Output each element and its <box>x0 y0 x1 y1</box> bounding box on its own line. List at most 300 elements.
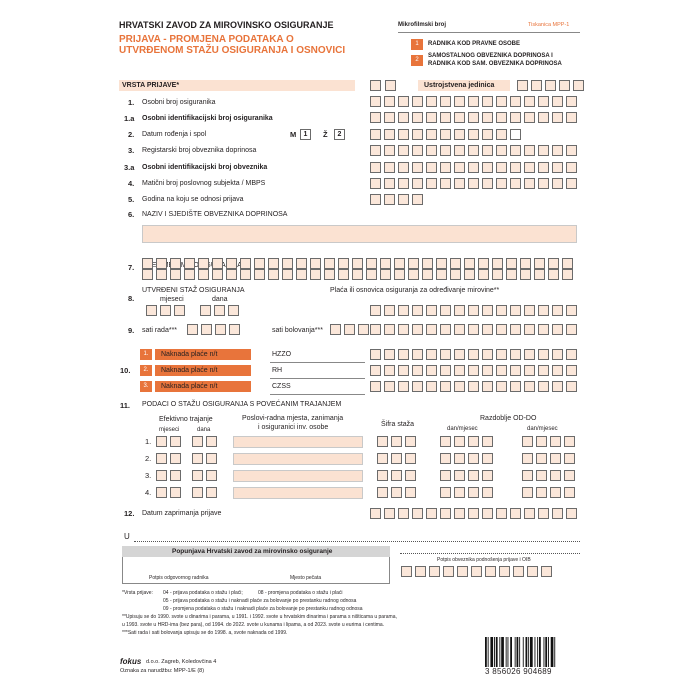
sifra-cell[interactable] <box>405 487 416 498</box>
rh-cell[interactable] <box>524 365 535 376</box>
hzzo-cell[interactable] <box>398 349 409 360</box>
row-1-cell[interactable] <box>496 96 507 107</box>
row-7-cell-a[interactable] <box>380 258 391 269</box>
row-7-cell-b[interactable] <box>506 269 517 280</box>
do-cell[interactable] <box>536 453 547 464</box>
row-12-cell[interactable] <box>468 508 479 519</box>
row-3a-cell[interactable] <box>496 162 507 173</box>
rh-cell[interactable] <box>566 365 577 376</box>
row-7-cell-b[interactable] <box>422 269 433 280</box>
czss-cell[interactable] <box>454 381 465 392</box>
row-7-cell-b[interactable] <box>310 269 321 280</box>
czss-cell[interactable] <box>510 381 521 392</box>
row-9-cell[interactable] <box>426 324 437 335</box>
row-1a-cell[interactable] <box>426 112 437 123</box>
hzzo-cell[interactable] <box>412 349 423 360</box>
row-7-cell-b[interactable] <box>170 269 181 280</box>
do-cell[interactable] <box>564 453 575 464</box>
staz-dana-cell[interactable] <box>200 305 211 316</box>
placa-cell[interactable] <box>454 305 465 316</box>
row-9-cell[interactable] <box>566 324 577 335</box>
placa-cell[interactable] <box>496 305 507 316</box>
row-12-cell[interactable] <box>440 508 451 519</box>
poslovi-field[interactable] <box>233 470 363 482</box>
oib-cell[interactable] <box>499 566 510 577</box>
ustrojstvena-cell[interactable] <box>531 80 542 91</box>
sifra-cell[interactable] <box>377 436 388 447</box>
row-1a-cell[interactable] <box>454 112 465 123</box>
eff-dana-cell[interactable] <box>206 453 217 464</box>
row-3a-cell[interactable] <box>524 162 535 173</box>
row-1-cell[interactable] <box>412 96 423 107</box>
row-2-extra-cell[interactable] <box>510 129 521 140</box>
od-cell[interactable] <box>454 487 465 498</box>
sati-rada-cell[interactable] <box>187 324 198 335</box>
row-4-cell[interactable] <box>412 178 423 189</box>
ustrojstvena-cell[interactable] <box>573 80 584 91</box>
staz-dana-cell[interactable] <box>214 305 225 316</box>
sifra-cell[interactable] <box>391 470 402 481</box>
row-12-cell[interactable] <box>398 508 409 519</box>
row-7-cell-a[interactable] <box>156 258 167 269</box>
row-7-cell-a[interactable] <box>142 258 153 269</box>
row-3-cell[interactable] <box>510 145 521 156</box>
placa-cell[interactable] <box>440 305 451 316</box>
eff-dana-cell[interactable] <box>192 436 203 447</box>
do-cell[interactable] <box>522 436 533 447</box>
row-2-date-cell[interactable] <box>412 129 423 140</box>
row-4-cell[interactable] <box>552 178 563 189</box>
do-cell[interactable] <box>550 487 561 498</box>
do-cell[interactable] <box>564 436 575 447</box>
row-7-cell-b[interactable] <box>408 269 419 280</box>
od-cell[interactable] <box>440 487 451 498</box>
sifra-cell[interactable] <box>377 487 388 498</box>
oib-cell[interactable] <box>457 566 468 577</box>
rh-cell[interactable] <box>510 365 521 376</box>
row-7-cell-b[interactable] <box>548 269 559 280</box>
od-cell[interactable] <box>440 453 451 464</box>
row-7-cell-b[interactable] <box>226 269 237 280</box>
row-3-cell[interactable] <box>482 145 493 156</box>
row-1a-cell[interactable] <box>496 112 507 123</box>
row-7-cell-a[interactable] <box>282 258 293 269</box>
hzzo-cell[interactable] <box>510 349 521 360</box>
staz-dana-cell[interactable] <box>228 305 239 316</box>
row-7-cell-a[interactable] <box>436 258 447 269</box>
sati-rada-cell[interactable] <box>201 324 212 335</box>
row-7-cell-a[interactable] <box>212 258 223 269</box>
oib-cell[interactable] <box>541 566 552 577</box>
row-7-cell-a[interactable] <box>184 258 195 269</box>
placa-cell[interactable] <box>538 305 549 316</box>
row-7-cell-a[interactable] <box>464 258 475 269</box>
row-5-cell[interactable] <box>412 194 423 205</box>
row-1-cell[interactable] <box>426 96 437 107</box>
od-cell[interactable] <box>454 470 465 481</box>
hzzo-cell[interactable] <box>482 349 493 360</box>
sati-bol-cell[interactable] <box>330 324 341 335</box>
row-7-cell-a[interactable] <box>352 258 363 269</box>
oib-cell[interactable] <box>429 566 440 577</box>
row-3-cell[interactable] <box>566 145 577 156</box>
row-7-cell-a[interactable] <box>310 258 321 269</box>
oib-cell[interactable] <box>513 566 524 577</box>
row-7-cell-a[interactable] <box>534 258 545 269</box>
row-4-cell[interactable] <box>524 178 535 189</box>
row-3a-cell[interactable] <box>412 162 423 173</box>
hzzo-cell[interactable] <box>440 349 451 360</box>
sifra-cell[interactable] <box>391 436 402 447</box>
row-7-cell-b[interactable] <box>492 269 503 280</box>
row-7-cell-a[interactable] <box>478 258 489 269</box>
od-cell[interactable] <box>482 487 493 498</box>
row-7-cell-b[interactable] <box>436 269 447 280</box>
staz-mjeseci-cell[interactable] <box>174 305 185 316</box>
oib-cell[interactable] <box>485 566 496 577</box>
hzzo-cell[interactable] <box>454 349 465 360</box>
od-cell[interactable] <box>468 453 479 464</box>
eff-mj-cell[interactable] <box>170 436 181 447</box>
sifra-cell[interactable] <box>391 487 402 498</box>
row-1-cell[interactable] <box>384 96 395 107</box>
row-1a-cell[interactable] <box>440 112 451 123</box>
do-cell[interactable] <box>536 470 547 481</box>
czss-cell[interactable] <box>538 381 549 392</box>
czss-cell[interactable] <box>384 381 395 392</box>
hzzo-cell[interactable] <box>496 349 507 360</box>
row-4-cell[interactable] <box>370 178 381 189</box>
rh-cell[interactable] <box>398 365 409 376</box>
poslovi-field[interactable] <box>233 487 363 499</box>
staz-mjeseci-cell[interactable] <box>146 305 157 316</box>
hzzo-cell[interactable] <box>468 349 479 360</box>
row-1a-cell[interactable] <box>538 112 549 123</box>
row-4-cell[interactable] <box>468 178 479 189</box>
row-2-date-cell[interactable] <box>398 129 409 140</box>
row-7-cell-b[interactable] <box>394 269 405 280</box>
eff-mj-cell[interactable] <box>156 453 167 464</box>
row-7-cell-b[interactable] <box>198 269 209 280</box>
ustrojstvena-cell[interactable] <box>559 80 570 91</box>
row-7-cell-a[interactable] <box>450 258 461 269</box>
row-3a-cell[interactable] <box>440 162 451 173</box>
placa-cell[interactable] <box>370 305 381 316</box>
rh-cell[interactable] <box>370 365 381 376</box>
sati-rada-cell[interactable] <box>229 324 240 335</box>
row-3a-cell[interactable] <box>384 162 395 173</box>
eff-mj-cell[interactable] <box>170 453 181 464</box>
row-2-date-cell[interactable] <box>440 129 451 140</box>
row-5-cell[interactable] <box>398 194 409 205</box>
eff-mj-cell[interactable] <box>170 470 181 481</box>
row-1a-cell[interactable] <box>384 112 395 123</box>
row-3a-cell[interactable] <box>552 162 563 173</box>
do-cell[interactable] <box>550 470 561 481</box>
row-2-date-cell[interactable] <box>482 129 493 140</box>
sati-rada-cell[interactable] <box>215 324 226 335</box>
hzzo-cell[interactable] <box>524 349 535 360</box>
row-5-cell[interactable] <box>370 194 381 205</box>
placa-cell[interactable] <box>510 305 521 316</box>
row-9-cell[interactable] <box>384 324 395 335</box>
czss-cell[interactable] <box>412 381 423 392</box>
sifra-cell[interactable] <box>377 470 388 481</box>
czss-cell[interactable] <box>566 381 577 392</box>
placa-cell[interactable] <box>524 305 535 316</box>
czss-cell[interactable] <box>370 381 381 392</box>
row-9-cell[interactable] <box>468 324 479 335</box>
row-7-cell-a[interactable] <box>492 258 503 269</box>
row-1-cell[interactable] <box>370 96 381 107</box>
sati-bol-cell[interactable] <box>344 324 355 335</box>
poslovi-field[interactable] <box>233 436 363 448</box>
row-3-cell[interactable] <box>552 145 563 156</box>
employer-name-field[interactable] <box>142 225 577 243</box>
row-7-cell-a[interactable] <box>394 258 405 269</box>
row-7-cell-b[interactable] <box>338 269 349 280</box>
vrsta-box[interactable] <box>385 80 396 91</box>
row-7-cell-a[interactable] <box>324 258 335 269</box>
oib-cell[interactable] <box>527 566 538 577</box>
row-3a-cell[interactable] <box>398 162 409 173</box>
hzzo-cell[interactable] <box>538 349 549 360</box>
row-3-cell[interactable] <box>468 145 479 156</box>
row-3a-cell[interactable] <box>454 162 465 173</box>
sifra-cell[interactable] <box>391 453 402 464</box>
od-cell[interactable] <box>468 487 479 498</box>
sifra-cell[interactable] <box>405 436 416 447</box>
eff-dana-cell[interactable] <box>206 487 217 498</box>
eff-dana-cell[interactable] <box>192 470 203 481</box>
czss-cell[interactable] <box>524 381 535 392</box>
row-9-cell[interactable] <box>370 324 381 335</box>
do-cell[interactable] <box>522 453 533 464</box>
row-7-cell-b[interactable] <box>212 269 223 280</box>
row-7-cell-a[interactable] <box>198 258 209 269</box>
placa-cell[interactable] <box>384 305 395 316</box>
row-1-cell[interactable] <box>482 96 493 107</box>
rh-cell[interactable] <box>496 365 507 376</box>
row-1a-cell[interactable] <box>566 112 577 123</box>
row-7-cell-a[interactable] <box>366 258 377 269</box>
hzzo-cell[interactable] <box>426 349 437 360</box>
row-2-date-cell[interactable] <box>454 129 465 140</box>
row-5-cell[interactable] <box>384 194 395 205</box>
row-7-cell-b[interactable] <box>282 269 293 280</box>
row-7-cell-a[interactable] <box>170 258 181 269</box>
row-1-cell[interactable] <box>538 96 549 107</box>
option-2-badge[interactable]: 2 <box>411 55 423 66</box>
row-1-cell[interactable] <box>468 96 479 107</box>
row-7-cell-b[interactable] <box>534 269 545 280</box>
row-12-cell[interactable] <box>538 508 549 519</box>
row-4-cell[interactable] <box>384 178 395 189</box>
row-1-cell[interactable] <box>524 96 535 107</box>
row-3-cell[interactable] <box>426 145 437 156</box>
czss-cell[interactable] <box>398 381 409 392</box>
row-4-cell[interactable] <box>538 178 549 189</box>
czss-cell[interactable] <box>482 381 493 392</box>
rh-cell[interactable] <box>384 365 395 376</box>
od-cell[interactable] <box>440 436 451 447</box>
row-7-cell-b[interactable] <box>240 269 251 280</box>
row-3-cell[interactable] <box>370 145 381 156</box>
od-cell[interactable] <box>454 436 465 447</box>
rh-cell[interactable] <box>426 365 437 376</box>
row-7-cell-b[interactable] <box>562 269 573 280</box>
row-12-cell[interactable] <box>454 508 465 519</box>
row-3-cell[interactable] <box>496 145 507 156</box>
od-cell[interactable] <box>454 453 465 464</box>
row-1a-cell[interactable] <box>398 112 409 123</box>
ustrojstvena-cell[interactable] <box>517 80 528 91</box>
row-4-cell[interactable] <box>454 178 465 189</box>
row-3a-cell[interactable] <box>510 162 521 173</box>
czss-cell[interactable] <box>552 381 563 392</box>
czss-cell[interactable] <box>468 381 479 392</box>
row-1a-cell[interactable] <box>370 112 381 123</box>
row-7-cell-a[interactable] <box>562 258 573 269</box>
row-12-cell[interactable] <box>384 508 395 519</box>
row-7-cell-b[interactable] <box>184 269 195 280</box>
row-7-cell-b[interactable] <box>268 269 279 280</box>
row-3a-cell[interactable] <box>482 162 493 173</box>
do-cell[interactable] <box>536 487 547 498</box>
row-1a-cell[interactable] <box>524 112 535 123</box>
eff-mj-cell[interactable] <box>156 470 167 481</box>
placa-cell[interactable] <box>482 305 493 316</box>
row-4-cell[interactable] <box>398 178 409 189</box>
vrsta-box[interactable] <box>370 80 381 91</box>
od-cell[interactable] <box>440 470 451 481</box>
row-1a-cell[interactable] <box>482 112 493 123</box>
do-cell[interactable] <box>564 470 575 481</box>
do-cell[interactable] <box>564 487 575 498</box>
row-2-date-cell[interactable] <box>426 129 437 140</box>
od-cell[interactable] <box>482 453 493 464</box>
hzzo-cell[interactable] <box>384 349 395 360</box>
do-cell[interactable] <box>522 487 533 498</box>
row-7-cell-a[interactable] <box>226 258 237 269</box>
row-2-date-cell[interactable] <box>496 129 507 140</box>
rh-cell[interactable] <box>482 365 493 376</box>
od-cell[interactable] <box>468 470 479 481</box>
row-9-cell[interactable] <box>440 324 451 335</box>
sifra-cell[interactable] <box>377 453 388 464</box>
oib-cell[interactable] <box>415 566 426 577</box>
row-9-cell[interactable] <box>552 324 563 335</box>
option-1-badge[interactable]: 1 <box>411 39 423 50</box>
do-cell[interactable] <box>536 436 547 447</box>
row-1-cell[interactable] <box>566 96 577 107</box>
od-cell[interactable] <box>482 436 493 447</box>
eff-dana-cell[interactable] <box>192 487 203 498</box>
row-9-cell[interactable] <box>538 324 549 335</box>
row-9-cell[interactable] <box>496 324 507 335</box>
row-1a-cell[interactable] <box>468 112 479 123</box>
row-7-cell-a[interactable] <box>240 258 251 269</box>
row-4-cell[interactable] <box>510 178 521 189</box>
row-3-cell[interactable] <box>454 145 465 156</box>
placa-cell[interactable] <box>426 305 437 316</box>
row-7-cell-b[interactable] <box>464 269 475 280</box>
row-3-cell[interactable] <box>440 145 451 156</box>
ustrojstvena-cell[interactable] <box>545 80 556 91</box>
placa-cell[interactable] <box>552 305 563 316</box>
row-12-cell[interactable] <box>566 508 577 519</box>
eff-dana-cell[interactable] <box>206 470 217 481</box>
row-7-cell-b[interactable] <box>450 269 461 280</box>
row-12-cell[interactable] <box>412 508 423 519</box>
hzzo-cell[interactable] <box>566 349 577 360</box>
row-9-cell[interactable] <box>524 324 535 335</box>
row-9-cell[interactable] <box>398 324 409 335</box>
row-3-cell[interactable] <box>538 145 549 156</box>
row-1-cell[interactable] <box>454 96 465 107</box>
row-7-cell-b[interactable] <box>478 269 489 280</box>
row-1-cell[interactable] <box>398 96 409 107</box>
eff-dana-cell[interactable] <box>192 453 203 464</box>
row-12-cell[interactable] <box>370 508 381 519</box>
row-1-cell[interactable] <box>552 96 563 107</box>
row-7-cell-b[interactable] <box>366 269 377 280</box>
row-3a-cell[interactable] <box>468 162 479 173</box>
row-12-cell[interactable] <box>524 508 535 519</box>
hzzo-cell[interactable] <box>552 349 563 360</box>
czss-cell[interactable] <box>426 381 437 392</box>
row-7-cell-b[interactable] <box>296 269 307 280</box>
oib-cell[interactable] <box>471 566 482 577</box>
row-2-date-cell[interactable] <box>384 129 395 140</box>
do-cell[interactable] <box>522 470 533 481</box>
row-12-cell[interactable] <box>552 508 563 519</box>
row-4-cell[interactable] <box>496 178 507 189</box>
row-1a-cell[interactable] <box>510 112 521 123</box>
hzzo-cell[interactable] <box>370 349 381 360</box>
row-7-cell-a[interactable] <box>408 258 419 269</box>
row-7-cell-a[interactable] <box>422 258 433 269</box>
od-cell[interactable] <box>468 436 479 447</box>
rh-cell[interactable] <box>552 365 563 376</box>
staz-mjeseci-cell[interactable] <box>160 305 171 316</box>
row-4-cell[interactable] <box>426 178 437 189</box>
row-1a-cell[interactable] <box>412 112 423 123</box>
row-9-cell[interactable] <box>510 324 521 335</box>
czss-cell[interactable] <box>496 381 507 392</box>
row-3-cell[interactable] <box>412 145 423 156</box>
sifra-cell[interactable] <box>405 453 416 464</box>
row-7-cell-a[interactable] <box>506 258 517 269</box>
row-1-cell[interactable] <box>510 96 521 107</box>
row-7-cell-a[interactable] <box>520 258 531 269</box>
eff-dana-cell[interactable] <box>206 436 217 447</box>
row-7-cell-b[interactable] <box>142 269 153 280</box>
row-7-cell-b[interactable] <box>520 269 531 280</box>
row-7-cell-b[interactable] <box>324 269 335 280</box>
row-4-cell[interactable] <box>440 178 451 189</box>
row-4-cell[interactable] <box>482 178 493 189</box>
rh-cell[interactable] <box>538 365 549 376</box>
od-cell[interactable] <box>482 470 493 481</box>
eff-mj-cell[interactable] <box>170 487 181 498</box>
sati-bol-cell[interactable] <box>358 324 369 335</box>
row-7-cell-a[interactable] <box>268 258 279 269</box>
row-3-cell[interactable] <box>384 145 395 156</box>
row-7-cell-b[interactable] <box>380 269 391 280</box>
row-7-cell-a[interactable] <box>254 258 265 269</box>
row-3a-cell[interactable] <box>566 162 577 173</box>
